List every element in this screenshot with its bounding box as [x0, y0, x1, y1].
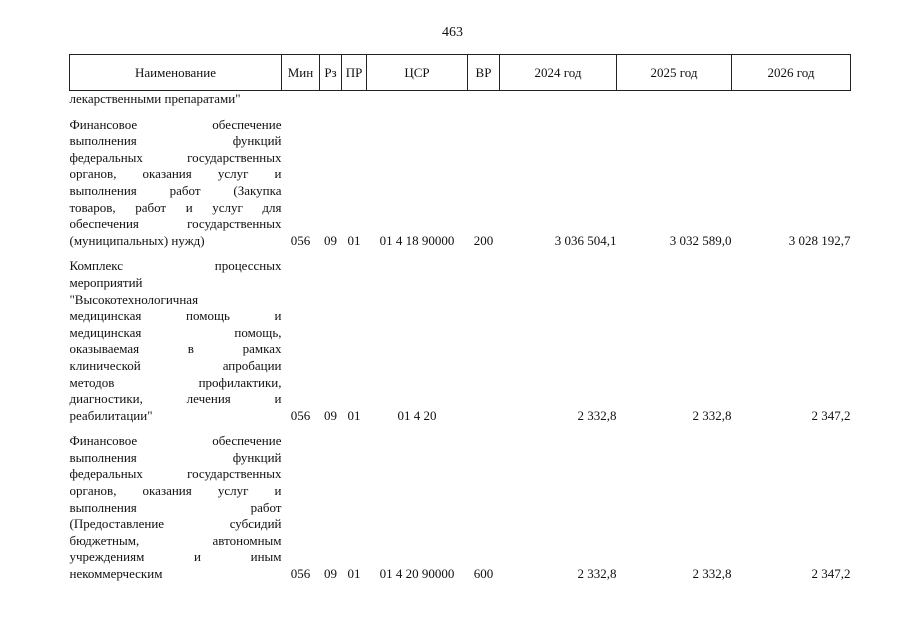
cell-2026: 3 028 192,7	[788, 232, 851, 248]
name-line: оказываемая в рамках	[69, 341, 282, 357]
cell-rz: 09	[324, 232, 337, 248]
cell-csr: 01 4 20 90000	[379, 566, 455, 582]
cell-name	[70, 433, 282, 582]
table-row	[70, 91, 851, 108]
spacer-cell	[70, 249, 851, 258]
cell-pr: 01	[347, 407, 361, 423]
row-spacer	[70, 249, 851, 258]
name-line: федеральных государственных	[69, 149, 282, 165]
header-name: Наименование	[70, 55, 282, 91]
name-line: выполнения функций	[69, 133, 282, 149]
cell-rz: 09	[324, 566, 337, 582]
header-2024: 2024 год	[500, 55, 617, 91]
cell-pr: 01	[347, 566, 361, 582]
header-pr: ПР	[342, 55, 367, 91]
cell-vr	[468, 91, 500, 108]
cell-name	[70, 117, 282, 250]
cell-2025	[617, 91, 732, 108]
cell-min: 056	[290, 407, 311, 423]
name-line: Финансовое обеспечение	[69, 116, 282, 132]
row-spacer	[70, 424, 851, 433]
name-line: учреждениям и иным	[69, 549, 282, 565]
name-line: Финансовое обеспечение	[69, 433, 282, 449]
spacer-cell	[70, 424, 851, 433]
name-line: медицинская помощь и	[69, 308, 282, 324]
cell-vr: 200	[473, 232, 494, 248]
table-row	[70, 258, 851, 424]
cell-pr: 01	[347, 232, 361, 248]
cell-vr: 600	[473, 566, 494, 582]
cell-2026: 2 347,2	[811, 407, 851, 423]
name-line: обеспечения государственных	[69, 216, 282, 232]
cell-min: 056	[290, 232, 311, 248]
name-line: некоммерческим	[69, 566, 163, 582]
name-line: выполнения работ	[69, 499, 282, 515]
cell-2026	[732, 91, 851, 108]
header-2026: 2026 год	[732, 55, 851, 91]
table-header	[70, 55, 851, 91]
cell-csr: 01 4 20	[397, 407, 437, 423]
name-line: Комплекс процессных	[69, 258, 282, 274]
cell-2024: 3 036 504,1	[554, 232, 617, 248]
name-line: диагностики, лечения и	[69, 391, 282, 407]
name-line: лекарственными препаратами"	[69, 91, 241, 106]
cell-name	[70, 258, 282, 424]
name-line: выполнения функций	[69, 449, 282, 465]
name-line: "Высокотехнологичная	[69, 291, 199, 307]
name-line: органов, оказания услуг и	[69, 166, 282, 182]
cell-csr: 01 4 18 90000	[379, 232, 455, 248]
page-number: 463	[442, 25, 463, 40]
spacer-cell	[70, 108, 851, 117]
name-line: (муниципальных) нужд)	[69, 232, 205, 248]
table-body	[70, 91, 851, 583]
cell-2024: 2 332,8	[577, 566, 617, 582]
cell-min: 056	[290, 566, 311, 582]
cell-min	[282, 91, 320, 108]
name-line: (Предоставление субсидий	[69, 516, 282, 532]
cell-vr	[468, 258, 500, 424]
name-line: методов профилактики,	[69, 374, 282, 390]
cell-rz	[320, 91, 342, 108]
header-csr: ЦСР	[367, 55, 468, 91]
name-line: бюджетным, автономным	[69, 532, 282, 548]
name-line: клинической апробации	[69, 357, 282, 373]
name-line: медицинская помощь,	[69, 324, 282, 340]
header-row	[70, 55, 851, 91]
cell-2025: 2 332,8	[692, 407, 732, 423]
cell-csr	[367, 91, 468, 108]
cell-2026: 2 347,2	[811, 566, 851, 582]
name-line: мероприятий	[69, 274, 143, 290]
row-spacer	[70, 108, 851, 117]
name-line: реабилитации"	[69, 407, 153, 423]
cell-2024	[500, 91, 617, 108]
name-line: выполнения работ (Закупка	[69, 182, 282, 198]
cell-2025: 2 332,8	[692, 566, 732, 582]
table-row	[70, 117, 851, 250]
cell-name	[70, 91, 282, 108]
budget-table	[69, 54, 851, 583]
header-rz: Рз	[320, 55, 342, 91]
cell-2024: 2 332,8	[577, 407, 617, 423]
header-vr: ВР	[468, 55, 500, 91]
cell-2025: 3 032 589,0	[669, 232, 732, 248]
cell-pr	[342, 91, 367, 108]
cell-rz: 09	[324, 407, 337, 423]
header-2025: 2025 год	[617, 55, 732, 91]
name-line: товаров, работ и услуг для	[69, 199, 282, 215]
name-line: федеральных государственных	[69, 466, 282, 482]
table-row	[70, 433, 851, 582]
name-line: органов, оказания услуг и	[69, 483, 282, 499]
header-min: Мин	[282, 55, 320, 91]
